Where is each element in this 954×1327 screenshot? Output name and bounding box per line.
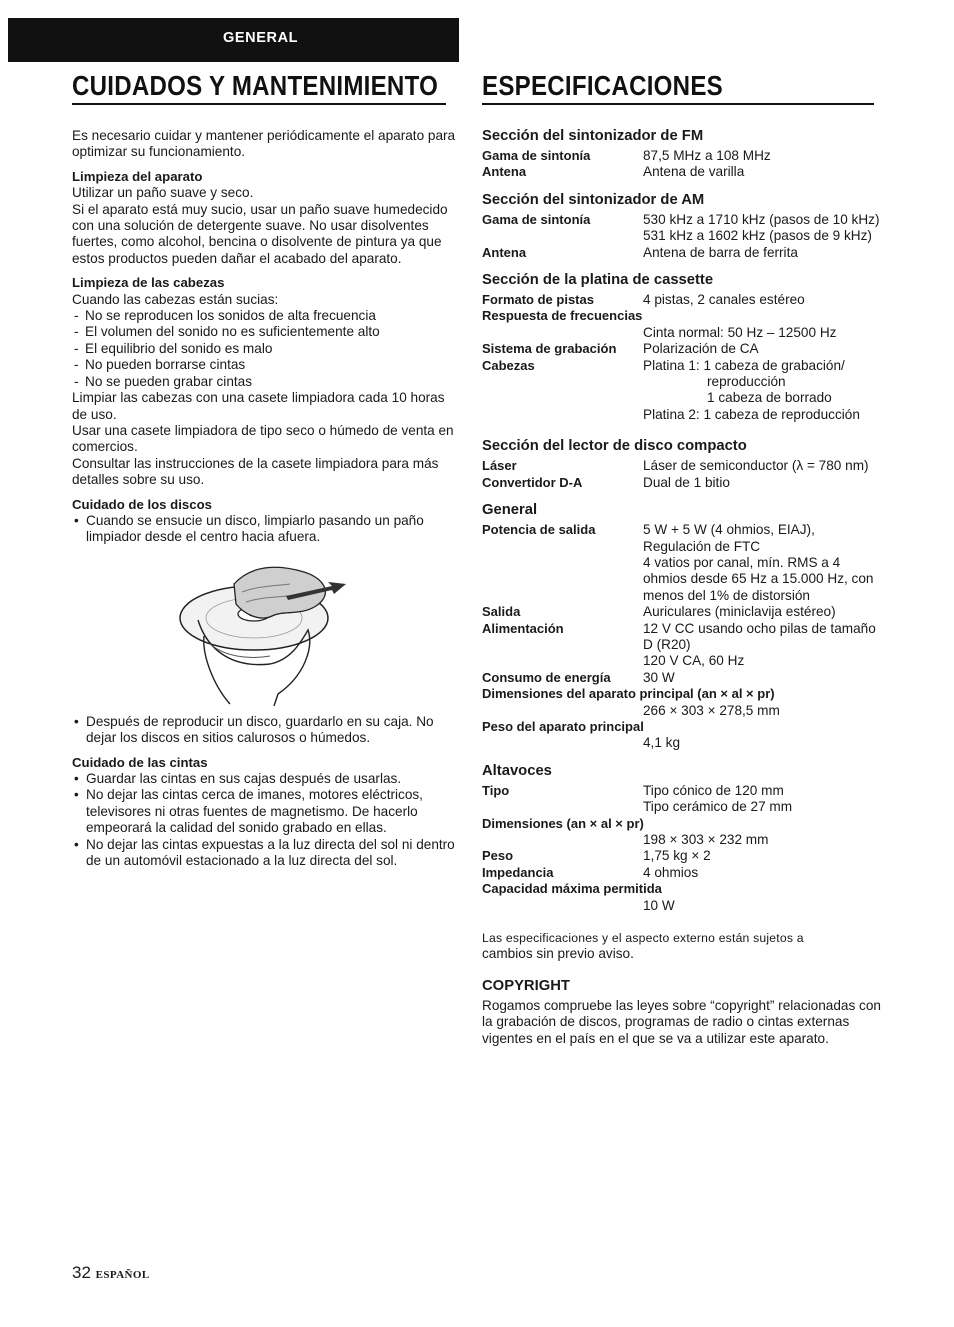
heads-symptom-list — [72, 308, 462, 390]
spec-value: 4 pistas, 2 canales estéreo — [643, 292, 805, 308]
spec-label: Consumo de energía — [482, 669, 611, 685]
spec-label: Antena — [482, 164, 527, 180]
list-item: • Guardar las cintas en sus cajas después de usarlas. — [72, 771, 462, 787]
list-item: - No se reproducen los sonidos de alta frecuencia — [72, 308, 462, 324]
spec-row — [482, 458, 882, 474]
spec-label: Salida — [482, 604, 521, 620]
title-cuidados: CUIDADOS Y MANTENIMIENTO — [72, 70, 439, 101]
intro-text: Es necesario cuidar y mantener periódicamente el aparato para optimizar su funcionamiento. — [72, 128, 456, 160]
list-item: - No pueden borrarse cintas — [72, 357, 462, 373]
heads-text: Usar una casete limpiadora de tipo seco o húmedo de venta en comercios. — [72, 422, 454, 455]
title-especificaciones: ESPECIFICACIONES — [482, 70, 723, 101]
spec-value: Antena de varilla — [643, 164, 745, 180]
spec-row — [482, 522, 882, 555]
am-heading: Sección del sintonizador de AM — [482, 191, 705, 208]
spec-value: Tipo cónico de 120 mm — [643, 782, 784, 798]
spec-row — [482, 212, 882, 228]
discs-list-continued — [72, 714, 462, 747]
spec-row — [482, 555, 882, 604]
spec-row — [482, 848, 882, 864]
spec-label: Impedancia — [482, 864, 554, 880]
spec-label: Peso — [482, 848, 514, 864]
spec-value: Cinta normal: 50 Hz – 12500 Hz — [643, 324, 837, 340]
page-number: 32 — [72, 1263, 91, 1282]
discs-heading: Cuidado de los discos — [72, 496, 212, 512]
spec-value: 4 ohmios — [643, 864, 699, 880]
spec-label: Convertidor D-A — [482, 474, 583, 490]
spec-label: Gama de sintonía — [482, 148, 591, 163]
tapes-list — [72, 771, 462, 869]
spec-row — [482, 228, 882, 244]
heads-text: Limpiar las cabezas con una casete limpiadora cada 10 horas de uso. — [72, 390, 445, 422]
spec-value: 10 W — [643, 897, 675, 913]
spec-label: Gama de sintonía — [482, 211, 591, 227]
discs-list — [72, 513, 462, 546]
spec-label-empty — [482, 228, 643, 244]
fm-heading: Sección del sintonizador de FM — [482, 128, 704, 144]
spec-row — [482, 783, 882, 799]
spec-value: 4 vatios por canal, mín. RMS a 4 ohmios desde 65 Hz a 15.000 Hz, con menos del 1% de distorsión — [643, 554, 874, 603]
spec-value: Dual de 1 bitio — [643, 474, 730, 490]
notice-line: Las especificaciones y el aspecto externo están sujetos a — [482, 931, 804, 946]
spec-label: Potencia de salida — [482, 522, 596, 538]
section-header-bar — [8, 18, 459, 62]
spec-row — [482, 475, 882, 491]
list-item: - El equilibrio del sonido es malo — [72, 341, 462, 357]
cleaning-line: Utilizar un paño suave y seco. — [72, 185, 254, 201]
heads-text: Consultar las instrucciones de la casete limpiadora para más detalles sobre su uso. — [72, 455, 439, 488]
spec-value: 530 kHz a 1710 kHz (pasos de 10 kHz) — [643, 211, 880, 227]
spec-value: Auriculares (miniclavija estéreo) — [643, 604, 836, 620]
cleaning-heading: Limpieza del aparato — [72, 168, 203, 184]
footer-language: ESPAÑOL — [95, 1269, 150, 1281]
list-item: - No se pueden grabar cintas — [72, 374, 462, 390]
spec-label: Alimentación — [482, 620, 564, 636]
section-label: GENERAL — [223, 30, 299, 46]
spec-label: Peso del aparato principal — [482, 718, 644, 734]
list-item: - El volumen del sonido no es suficientemente alto — [72, 324, 462, 340]
heads-heading: Limpieza de las cabezas — [72, 275, 225, 291]
list-item: • Cuando se ensucie un disco, limpiarlo pasando un paño limpiador desde el centro hacia afuera. — [72, 513, 462, 546]
spec-value: 30 W — [643, 669, 675, 685]
list-item: • Después de reproducir un disco, guardarlo en su caja. No dejar los discos en sitios calurosos o húmedos. — [72, 714, 462, 747]
spec-value: 266 × 303 × 278,5 mm — [643, 702, 780, 718]
spec-row — [482, 358, 882, 374]
spec-value: 12 V CC usando ocho pilas de tamaño D (R20) — [643, 620, 876, 652]
spec-label: Dimensiones del aparato principal (an × al × pr) — [482, 686, 775, 702]
list-item: • No dejar las cintas expuestas a la luz directa del sol ni dentro de un automóvil estacionado a la luz directa del sol. — [72, 837, 462, 870]
spec-row — [482, 341, 882, 357]
spec-row — [482, 865, 882, 881]
spec-row — [482, 604, 882, 620]
list-item: • No dejar las cintas cerca de imanes, motores eléctricos, televisores ni otras fuentes de magnetismo. De hacerlo empeorará la calidad del sonido grabado en ellas. — [72, 787, 462, 836]
spec-value: 1,75 kg × 2 — [643, 848, 711, 864]
disc-cleaning-illustration — [174, 556, 374, 706]
spec-row — [482, 245, 882, 261]
spec-row — [482, 148, 882, 164]
spec-label: Formato de pistas — [482, 292, 594, 308]
spec-label: Dimensiones (an × al × pr) — [482, 815, 644, 831]
spec-value: Antena de barra de ferrita — [643, 244, 798, 260]
spec-label: Respuesta de frecuencias — [482, 308, 643, 324]
page-footer — [72, 1263, 150, 1285]
cleaning-line: Si el aparato está muy sucio, usar un paño suave humedecido con una solución de detergente suave. No usar disolventes fuertes, como alcohol, bencina o disolvente de pintura ya que estos productos pueden dañar el acabado del aparato. — [72, 201, 448, 266]
spec-value: 1 cabeza de borrado — [707, 390, 832, 406]
spec-value: 120 V CA, 60 Hz — [643, 653, 745, 669]
copyright-text: Rogamos compruebe las leyes sobre “copyright” relacionadas con la grabación de discos, programas de radio o cintas externas vigentes en el país en el que se va a utilizar este aparato. — [482, 997, 881, 1046]
heads-intro: Cuando las cabezas están sucias: — [72, 291, 279, 307]
copyright-heading: COPYRIGHT — [482, 977, 570, 994]
spec-value: Polarización de CA — [643, 341, 759, 357]
spec-value: Tipo cerámico de 27 mm — [643, 799, 793, 815]
spec-row — [482, 164, 882, 180]
spec-value: Platina 2: 1 cabeza de reproducción — [643, 406, 860, 422]
spec-label: Sistema de grabación — [482, 341, 617, 357]
specs-notice — [482, 930, 882, 963]
title-rule-right — [482, 103, 874, 105]
spec-label: Tipo — [482, 782, 510, 798]
spec-label: Capacidad máxima permitida — [482, 881, 662, 897]
spec-row — [482, 292, 882, 308]
spec-value: 5 W + 5 W (4 ohmios, EIAJ), Regulación de FTC — [643, 522, 815, 554]
spec-label-empty — [482, 555, 643, 604]
spec-value: 87,5 MHz a 108 MHz — [643, 148, 771, 163]
spec-row — [482, 670, 882, 686]
general-heading: General — [482, 502, 538, 519]
tapes-heading: Cuidado de las cintas — [72, 754, 208, 770]
spec-row — [482, 621, 882, 654]
cassette-heading: Sección de la platina de cassette — [482, 272, 714, 289]
specs-column — [482, 127, 882, 1047]
speakers-heading: Altavoces — [482, 762, 552, 779]
title-rule-left — [72, 103, 446, 105]
spec-label: Láser — [482, 458, 517, 474]
spec-value: 4,1 kg — [643, 735, 681, 751]
spec-value: reproducción — [707, 374, 786, 390]
spec-value: Láser de semiconductor (λ = 780 nm) — [643, 458, 869, 474]
spec-label: Antena — [482, 244, 527, 260]
spec-label: Cabezas — [482, 357, 535, 373]
spec-value: Platina 1: 1 cabeza de grabación/ — [643, 357, 845, 373]
cd-heading: Sección del lector de disco compacto — [482, 438, 747, 455]
spec-value: 531 kHz a 1602 kHz (pasos de 9 kHz) — [643, 228, 872, 244]
spec-value: 198 × 303 × 232 mm — [643, 832, 769, 847]
notice-line: cambios sin previo aviso. — [482, 946, 634, 962]
care-column — [72, 128, 462, 869]
